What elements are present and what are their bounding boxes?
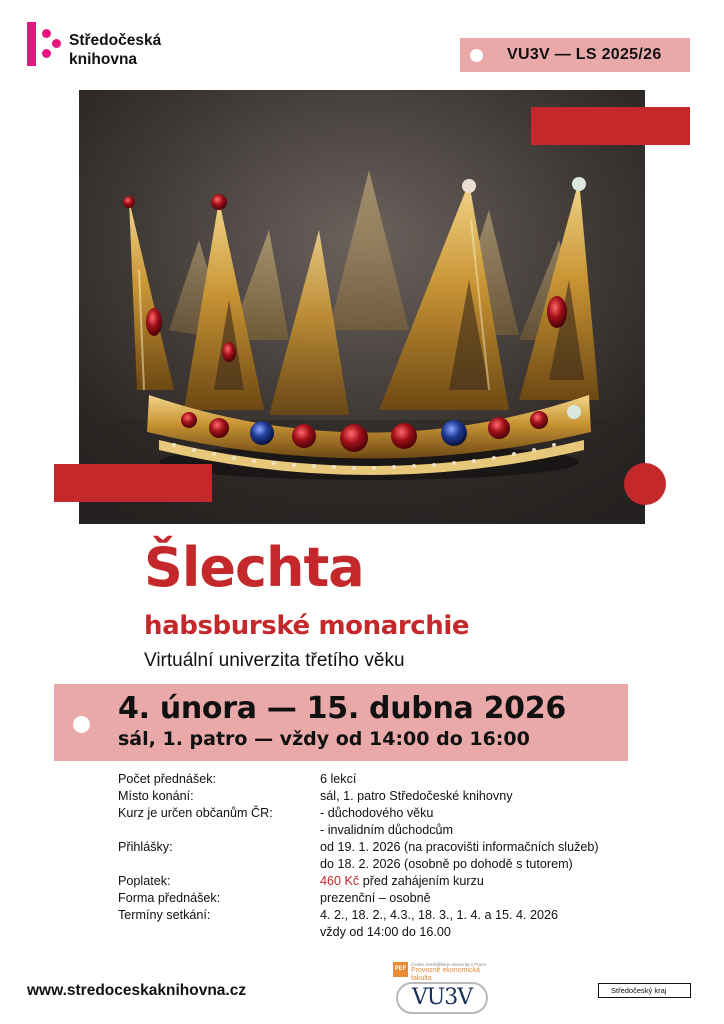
website-link[interactable]: www.stredoceskaknihovna.cz <box>27 982 247 999</box>
decor-red-bar-top <box>531 107 690 145</box>
info-label: Poplatek: <box>118 874 171 888</box>
info-value-line: - důchodového věku <box>320 806 434 820</box>
vu3v-wordmark: VU3V <box>396 982 488 1014</box>
page-subtitle: habsburské monarchie <box>144 611 470 641</box>
vu3v-logo <box>393 962 489 1014</box>
badge-text: VU3V — LS 2025/26 <box>507 46 662 63</box>
region-logo: Středočeský kraj <box>598 983 691 998</box>
badge-dot <box>470 49 483 62</box>
pef-university: Česká zemědělská univerzita v Praze <box>411 962 487 967</box>
info-value-line: 4. 2., 18. 2., 4.3., 18. 3., 1. 4. a 15. 4. 2026 <box>320 908 559 922</box>
fee-price: 460 Kč <box>320 874 360 888</box>
crown-image <box>79 90 645 524</box>
info-label: Forma přednášek: <box>118 891 221 905</box>
date-band <box>54 684 628 761</box>
info-value <box>320 907 558 941</box>
info-row-registration <box>118 839 599 873</box>
decor-red-circle <box>624 463 666 505</box>
library-logo <box>27 22 161 69</box>
page-title: Šlechta <box>144 536 364 599</box>
pef-name-1: Provozně ekonomická <box>411 967 480 974</box>
info-value: prezenční – osobně <box>320 891 431 905</box>
info-value-line: do 18. 2. 2026 (osobně po dohodě s tutorem) <box>320 857 573 871</box>
info-value: 6 lekcí <box>320 772 357 786</box>
pef-text <box>411 962 486 983</box>
course-info <box>118 771 599 941</box>
crown-photo <box>79 90 645 524</box>
info-label: Termíny setkání: <box>118 908 211 922</box>
info-value: sál, 1. patro Středočeské knihovny <box>320 789 513 803</box>
info-label: Přihlášky: <box>118 840 173 854</box>
info-row-audience <box>118 805 599 839</box>
info-row-lectures <box>118 771 599 788</box>
logo-line-2: knihovna <box>69 51 138 68</box>
time-location: sál, 1. patro — vždy od 14:00 do 16:00 <box>118 728 530 750</box>
date-band-dot <box>73 716 90 733</box>
info-value <box>320 873 484 890</box>
info-row-format <box>118 890 599 907</box>
info-row-schedule <box>118 907 599 941</box>
pef-logo <box>393 962 486 983</box>
library-logo-text <box>69 31 161 69</box>
info-value <box>320 839 599 873</box>
info-value-line: vždy od 14:00 do 16.00 <box>320 925 451 939</box>
decor-red-bar-bottom <box>54 464 212 502</box>
info-value <box>320 805 453 839</box>
date-range: 4. února — 15. dubna 2026 <box>118 691 566 726</box>
logo-line-1: Středočeská <box>69 32 162 49</box>
pef-name-2: fakulta <box>411 975 432 982</box>
info-value-line: od 19. 1. 2026 (na pracovišti informačních služeb) <box>320 840 599 854</box>
course-badge <box>460 38 690 72</box>
info-row-venue <box>118 788 599 805</box>
info-label: Kurz je určen občanům ČR: <box>118 806 273 820</box>
fee-note: před zahájením kurzu <box>359 874 484 888</box>
info-label: Místo konání: <box>118 789 194 803</box>
info-label: Počet přednášek: <box>118 772 217 786</box>
library-logo-icon <box>27 22 61 66</box>
info-value-line: - invalidním důchodcům <box>320 823 453 837</box>
program-name: Virtuální univerzita třetího věku <box>144 650 405 671</box>
pef-icon: PEF <box>393 962 408 977</box>
info-row-fee <box>118 873 599 890</box>
